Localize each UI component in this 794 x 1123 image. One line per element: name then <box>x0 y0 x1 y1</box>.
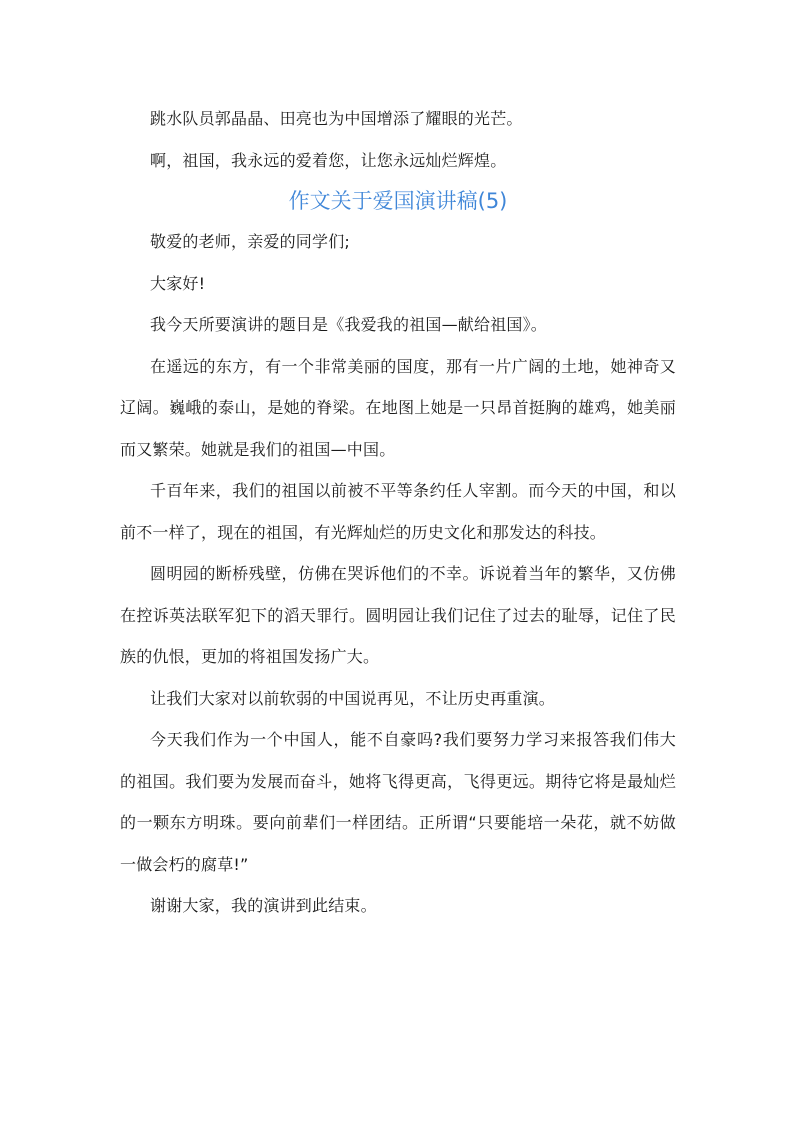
paragraph: 今天我们作为一个中国人，能不自豪吗?我们要努力学习来报答我们伟大的祖国。我们要为发展而奋斗，她将飞得更高，飞得更远。期待它将是最灿烂的一颗东方明珠。要向前辈们一样团结。正所谓“只要能培一朵花，就不妨做一做会朽的腐草!” <box>120 730 676 874</box>
paragraph: 圆明园的断桥残壁，仿佛在哭诉他们的不幸。诉说着当年的繁华，又仿佛在控诉英法联军犯下的滔天罪行。圆明园让我们记住了过去的耻辱，记住了民族的仇恨，更加的将祖国发扬广大。 <box>120 564 676 666</box>
paragraph: 敬爱的老师，亲爱的同学们; <box>150 232 350 251</box>
document-page <box>120 98 676 927</box>
paragraph: 在遥远的东方，有一个非常美丽的国度，那有一片广阔的土地，她神奇又辽阔。巍峨的泰山，是她的脊梁。在地图上她是一只昂首挺胸的雄鸡，她美丽而又繁荣。她就是我们的祖国—中国。 <box>120 356 676 459</box>
paragraph: 大家好! <box>150 273 206 293</box>
section-title: 作文关于爱国演讲稿(5) <box>288 189 508 213</box>
paragraph: 我今天所要演讲的题目是《我爱我的祖国—献给祖国》。 <box>150 315 548 334</box>
paragraph: 谢谢大家，我的演讲到此结束。 <box>150 896 377 915</box>
paragraph: 让我们大家对以前软弱的中国说再见，不让历史再重演。 <box>150 688 556 708</box>
paragraph: 千百年来，我们的祖国以前被不平等条约任人宰割。而今天的中国，和以前不一样了，现在的祖国，有光辉灿烂的历史文化和那发达的科技。 <box>120 481 676 542</box>
lead-paragraph: 啊，祖国，我永远的爱着您，让您永远灿烂辉煌。 <box>150 150 507 170</box>
lead-paragraph: 跳水队员郭晶晶、田亮也为中国增添了耀眼的光芒。 <box>150 109 523 128</box>
